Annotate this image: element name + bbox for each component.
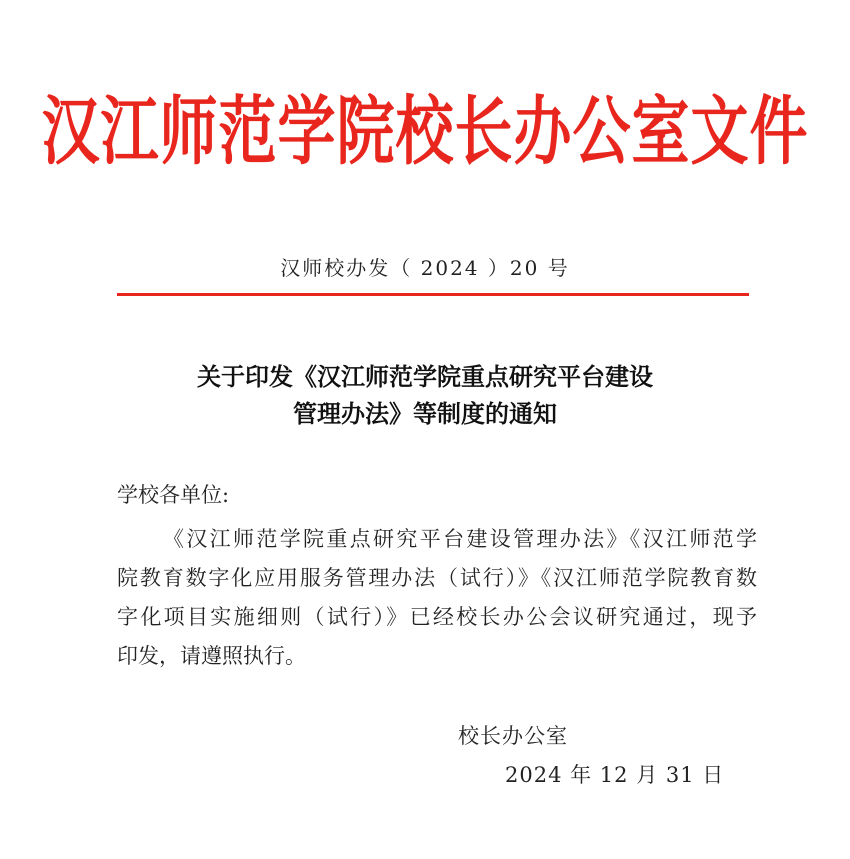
notice-title-line-2: 管理办法》等制度的通知 bbox=[293, 399, 557, 428]
paragraph-line: 院教育数字化应用服务管理办法（试行）》《汉江师范学院教育数 bbox=[117, 566, 757, 590]
signature-office: 校长办公室 bbox=[458, 724, 568, 748]
salutation: 学校各单位: bbox=[117, 483, 230, 507]
paragraph-line: 印发，请遵照执行。 bbox=[117, 644, 306, 668]
red-divider-line bbox=[117, 293, 749, 296]
notice-title-line-1: 关于印发《汉江师范学院重点研究平台建设 bbox=[197, 362, 653, 391]
masthead-title: 汉江师范学院校长办公室文件 bbox=[41, 88, 809, 176]
paragraph-line: 字化项目实施细则（试行）》已经校长办公会议研究通过，现予 bbox=[117, 605, 757, 629]
body-paragraph bbox=[117, 520, 757, 676]
signature-date: 2024 年 12 月 31 日 bbox=[505, 763, 725, 787]
paragraph-line: 《汉江师范学院重点研究平台建设管理办法》《汉江师范学 bbox=[163, 527, 757, 551]
document-number: 汉师校办发（ 2024 ）20 号 bbox=[280, 256, 570, 280]
